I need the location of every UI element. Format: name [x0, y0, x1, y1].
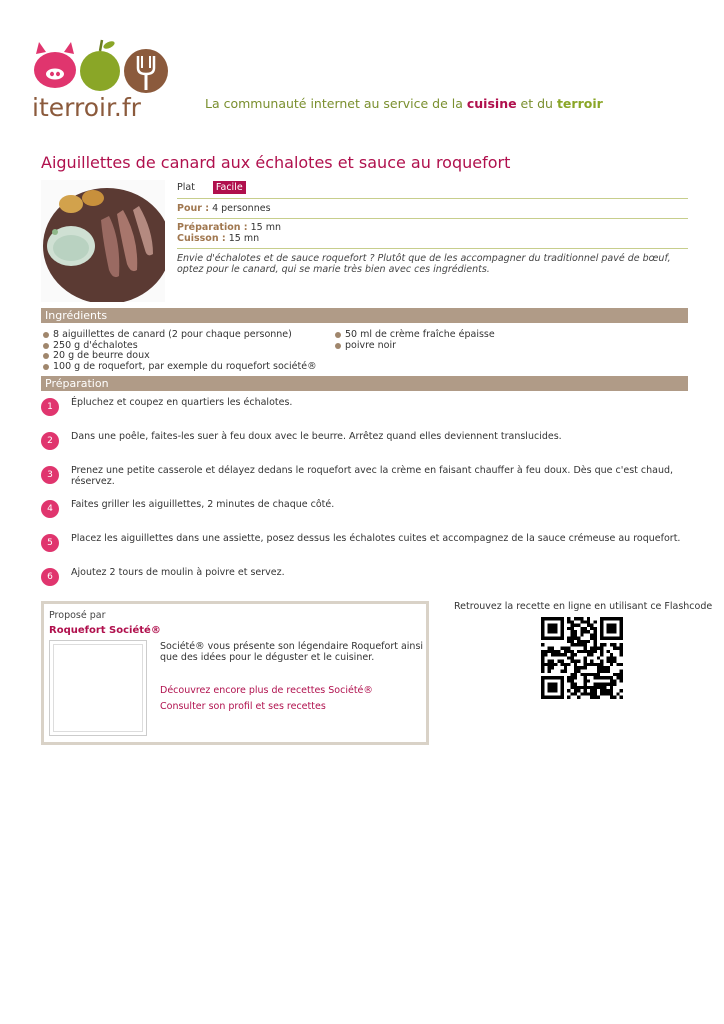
step-number: 5	[41, 534, 59, 552]
cook-time-line: Cuisson : 15 mn	[177, 232, 260, 244]
proposer-box	[41, 601, 429, 745]
svg-text:iterroir.fr: iterroir.fr	[32, 93, 141, 120]
step-number: 2	[41, 432, 59, 450]
preparation-heading: Préparation	[41, 376, 688, 391]
ingredient-item: 250 g d'échalotes	[41, 341, 333, 352]
step-number: 1	[41, 398, 59, 416]
step-text: Épluchez et coupez en quartiers les échalotes.	[71, 397, 293, 408]
preparation-step	[41, 431, 688, 450]
ingredient-item: 20 g de beurre doux	[41, 351, 333, 362]
step-number: 6	[41, 568, 59, 586]
recipe-category: Plat	[177, 181, 195, 193]
recipe-title: Aiguillettes de canard aux échalotes et sauce au roquefort	[41, 153, 511, 172]
more-recipes-link[interactable]: Découvrez encore plus de recettes Société®	[160, 685, 373, 696]
ingredient-item: 100 g de roquefort, par exemple du roquefort société®	[41, 362, 333, 373]
difficulty-badge: Facile	[213, 181, 246, 194]
step-number: 3	[41, 466, 59, 484]
preparation-step	[41, 499, 688, 518]
step-text: Dans une poêle, faites-les suer à feu doux avec le beurre. Arrêtez quand elles deviennent translucides.	[71, 431, 562, 442]
ingredient-item: 8 aiguillettes de canard (2 pour chaque personne)	[41, 330, 333, 341]
preparation-step	[41, 465, 688, 487]
site-tagline: La communauté internet au service de la cuisine et du terroir	[205, 96, 603, 111]
preparation-step	[41, 567, 688, 586]
recipe-photo	[41, 180, 165, 302]
ingredients-heading: Ingrédients	[41, 308, 688, 323]
qr-label: Retrouvez la recette en ligne en utilisant ce Flashcode	[454, 601, 713, 612]
iterroir-logo[interactable]	[30, 38, 175, 120]
ingredient-item: 50 ml de crème fraîche épaisse	[333, 330, 625, 341]
step-text: Faites griller les aiguillettes, 2 minutes de chaque côté.	[71, 499, 335, 510]
preparation-step	[41, 533, 688, 552]
recipe-meta	[177, 180, 688, 275]
step-text: Ajoutez 2 tours de moulin à poivre et servez.	[71, 567, 285, 578]
proposer-description: Société® vous présente son légendaire Roquefort ainsi que des idées pour le déguster et le cuisiner.	[160, 641, 424, 663]
profile-link[interactable]: Consulter son profil et ses recettes	[160, 701, 326, 712]
step-text: Placez les aiguillettes dans une assiette, posez dessus les échalotes cuites et accompagnez de la sauce crémeuse au roquefort.	[71, 533, 681, 544]
step-number: 4	[41, 500, 59, 518]
ingredients-list	[41, 330, 688, 372]
proposer-label: Proposé par	[49, 610, 106, 621]
recipe-description: Envie d'échalotes et de sauce roquefort ? Plutôt que de les accompagner du traditionnel pavé de bœuf, optez pour le canard, qui se marie très bien avec ces ingrédients.	[177, 253, 671, 275]
servings-line: Pour : 4 personnes	[177, 203, 271, 214]
proposer-name[interactable]: Roquefort Société®	[49, 625, 161, 636]
proposer-image	[49, 640, 147, 736]
ingredient-item: poivre noir	[333, 341, 625, 352]
prep-time-line: Préparation : 15 mn	[177, 222, 282, 233]
qr-code-icon[interactable]	[541, 617, 623, 699]
step-text: Prenez une petite casserole et délayez dedans le roquefort avec la crème en faisant chauffer à feu doux. Dès que c'est chaud, réservez.	[71, 465, 674, 487]
preparation-step	[41, 397, 688, 416]
